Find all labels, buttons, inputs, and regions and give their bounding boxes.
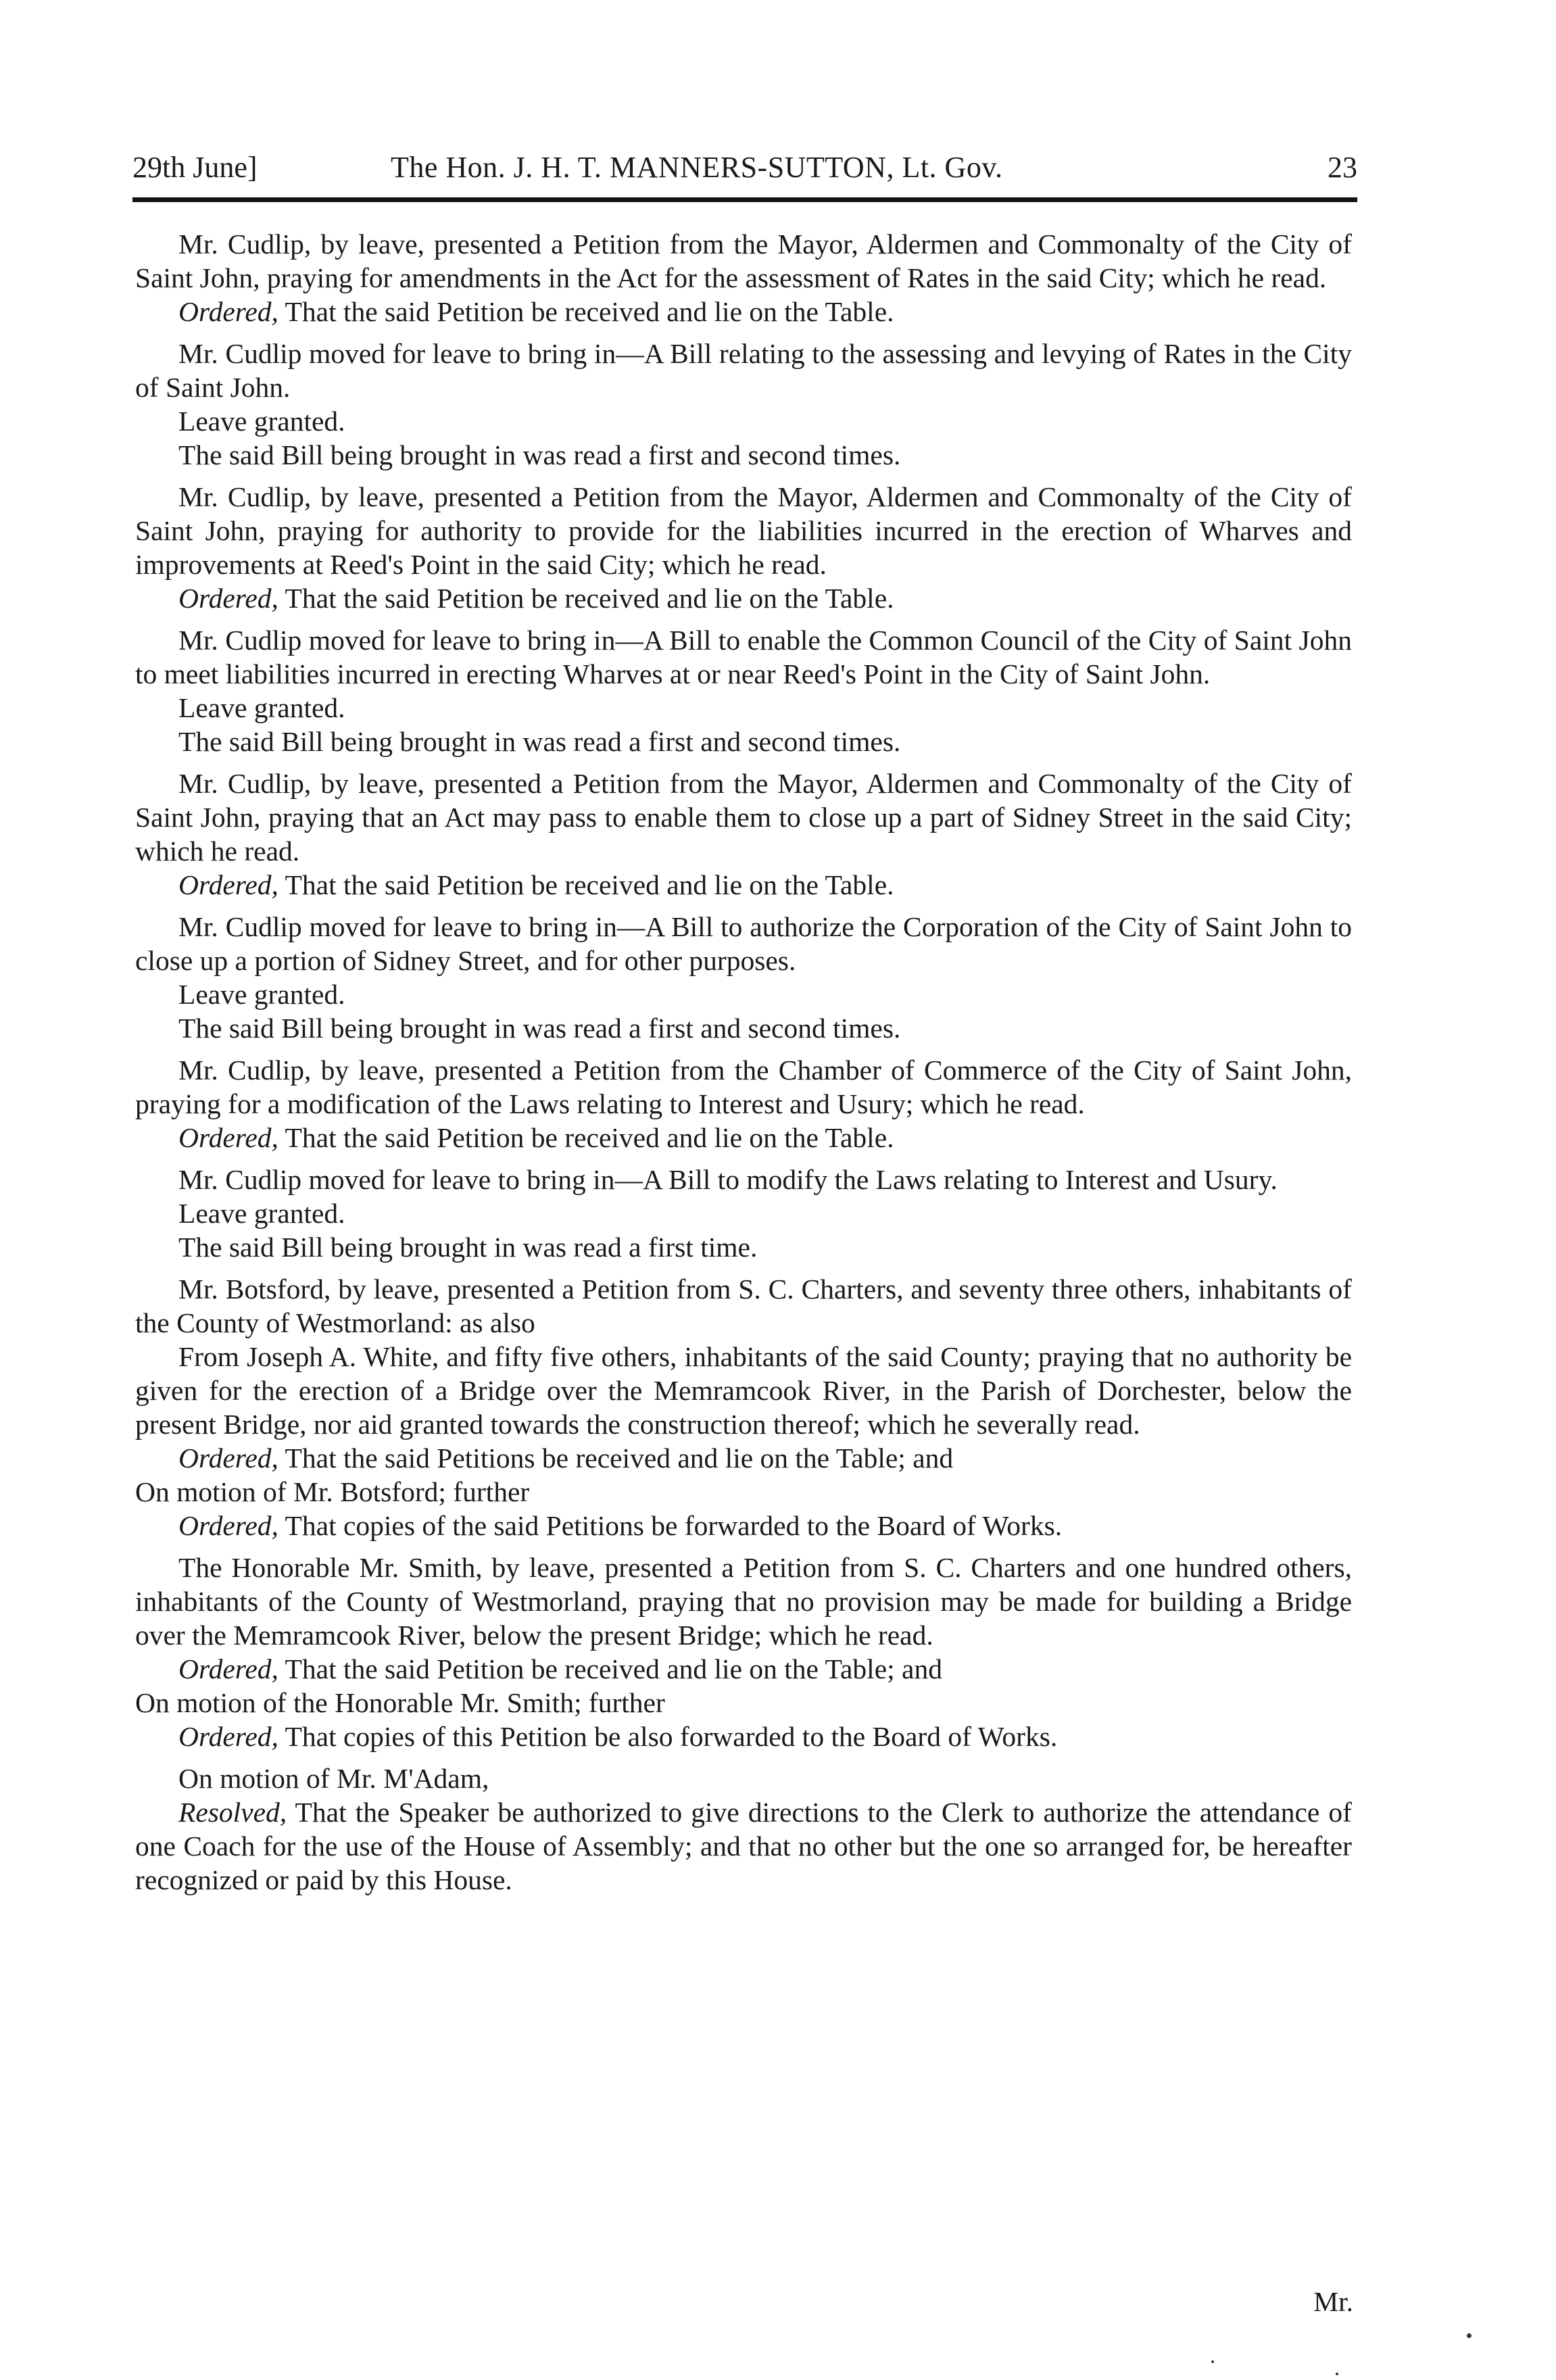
ordered-line [135,1121,1352,1155]
ordered-label: Ordered, [178,583,278,614]
petition-from-text: From Joseph A. White, and fifty five others, inhabitants of the said County; praying that no authority be given for the erection of a Bridge over the Memramcook River, in the Parish of Dorchester, below the present Bridge, nor aid granted towards the construction thereof; which he severally read. [135,1341,1352,1440]
petition-text: Mr. Cudlip, by leave, presented a Petition from the Mayor, Aldermen and Commonalty of the City of Saint John, praying that an Act may pass to enable them to close up a part of Sidney Street in the said City; which he read. [135,768,1352,867]
resolved-line [135,1795,1352,1897]
ordered-line [135,1652,1352,1686]
reading-line: The said Bill being brought in was read a first and second times. [178,439,901,470]
resolved-text: That the Speaker be authorized to give directions to the Clerk to authorize the attendance of one Coach for the use of the House of Assembly; and that no other but the one so arranged for, be hereafter recognized or paid by this House. [135,1797,1352,1895]
running-header [132,147,1357,188]
ordered-line [135,868,1352,902]
page-number: 23 [1328,151,1357,184]
bill-entry [135,910,1352,1045]
petition-entry [135,480,1352,615]
ordered-label: Ordered, [178,1653,278,1684]
petition-text: Mr. Cudlip, by leave, presented a Petition from the Mayor, Aldermen and Commonalty of the City of Saint John, praying for amendments in the Act for the assessment of Rates in the said City; which he read. [135,228,1352,293]
petition-entry [135,227,1352,329]
ordered-line [135,295,1352,329]
petition-text: Mr. Cudlip, by leave, presented a Petition from the Mayor, Aldermen and Commonalty of the City of Saint John, praying for authority to provide for the liabilities incurred in the erection of Wharves and improvements at Reed's Point in the said City; which he read. [135,481,1352,580]
ordered-label: Ordered, [178,1510,278,1541]
header-title: The Hon. J. H. T. MANNERS-SUTTON, Lt. Gov. [391,151,1003,184]
reading-line: The said Bill being brought in was read a first time. [178,1232,758,1263]
motion-text: Mr. Cudlip moved for leave to bring in—A Bill to authorize the Corporation of the City of Saint John to close up a portion of Sidney Street, and for other purposes. [135,911,1352,976]
ordered-text: That copies of this Petition be also forwarded to the Board of Works. [285,1721,1058,1752]
motion-line: On motion of Mr. Botsford; further [135,1476,530,1507]
ordered-line [135,1720,1352,1753]
header-rule [132,197,1357,202]
motion-text: Mr. Cudlip moved for leave to bring in—A Bill to enable the Common Council of the City of Saint John to meet liabilities incurred in erecting Wharves at or near Reed's Point in the City of Saint John. [135,625,1352,689]
header-date: 29th June] [132,151,258,184]
madam-entry [135,1762,1352,1897]
ordered-text: That the said Petition be received and lie on the Table. [285,869,894,900]
leave-granted: Leave granted. [178,406,345,437]
motion-line: On motion of Mr. M'Adam, [178,1763,489,1794]
speck-mark [1211,2360,1214,2363]
motion-text: Mr. Cudlip moved for leave to bring in—A Bill to modify the Laws relating to Interest and Usury. [178,1164,1278,1195]
petition-entry [135,1053,1352,1155]
reading-line: The said Bill being brought in was read a first and second times. [178,726,901,757]
petition-text: Mr. Botsford, by leave, presented a Petition from S. C. Charters, and seventy three others, inhabitants of the County of Westmorland: as also [135,1273,1352,1338]
resolved-label: Resolved, [178,1797,287,1828]
catchword: Mr. [1313,2286,1353,2317]
bill-entry [135,337,1352,472]
leave-granted: Leave granted. [178,692,345,723]
ordered-line [135,1441,1352,1475]
motion-line: On motion of the Honorable Mr. Smith; further [135,1687,665,1718]
ordered-text: That the said Petitions be received and lie on the Table; and [285,1442,954,1474]
motion-text: Mr. Cudlip moved for leave to bring in—A Bill relating to the assessing and levying of Rates in the City of Saint John. [135,338,1352,403]
leave-granted: Leave granted. [178,1198,345,1229]
ordered-text: That the said Petition be received and lie on the Table. [285,296,894,327]
ordered-label: Ordered, [178,1721,278,1752]
leave-granted: Leave granted. [178,979,345,1010]
ordered-line [135,1509,1352,1543]
speck-mark [1336,2373,1338,2375]
bill-entry [135,1163,1352,1264]
ordered-label: Ordered, [178,296,278,327]
ordered-text: That the said Petition be received and lie on the Table. [285,1122,894,1153]
petition-entry [135,767,1352,902]
bill-entry [135,623,1352,758]
smith-entry [135,1551,1352,1753]
ordered-text: That copies of the said Petitions be forwarded to the Board of Works. [285,1510,1063,1541]
botsford-entry [135,1272,1352,1543]
reading-line: The said Bill being brought in was read a first and second times. [178,1013,901,1044]
journal-body [135,227,1352,1905]
petition-text: Mr. Cudlip, by leave, presented a Petition from the Chamber of Commerce of the City of Saint John, praying for a modification of the Laws relating to Interest and Usury; which he read. [135,1054,1352,1119]
ordered-line [135,581,1352,615]
ordered-text: That the said Petition be received and lie on the Table. [285,583,894,614]
petition-text: The Honorable Mr. Smith, by leave, presented a Petition from S. C. Charters and one hundred others, inhabitants of the County of Westmorland, praying that no provision may be made for building a Bridge over the Memramcook River, below the present Bridge; which he read. [135,1552,1352,1651]
ordered-label: Ordered, [178,1122,278,1153]
ordered-text: That the said Petition be received and lie on the Table; and [285,1653,942,1684]
ordered-label: Ordered, [178,869,278,900]
ordered-label: Ordered, [178,1442,278,1474]
speck-mark [1467,2333,1472,2338]
